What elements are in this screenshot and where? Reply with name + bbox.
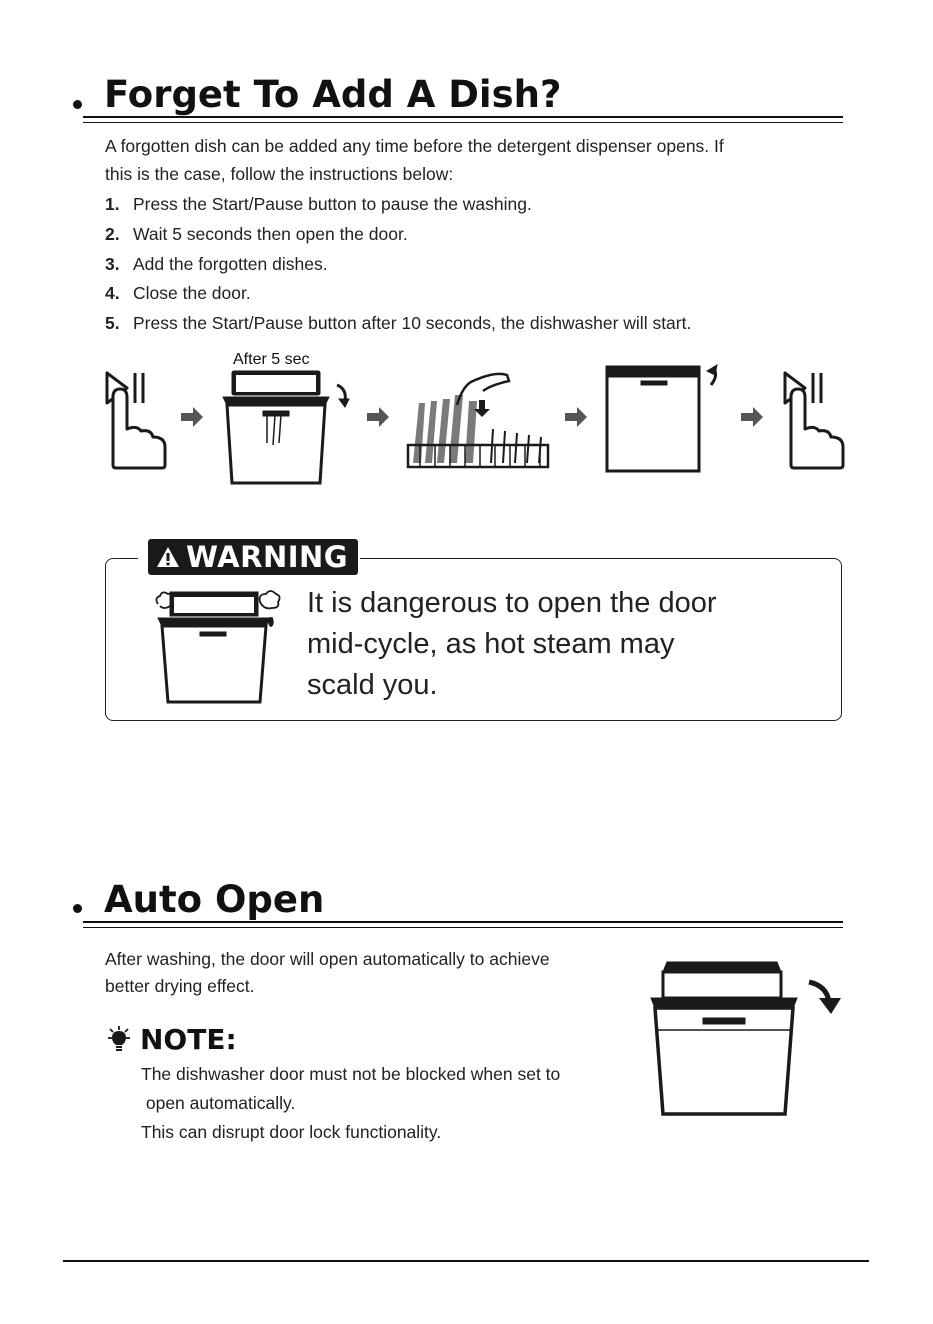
warning-triangle-icon — [156, 546, 180, 568]
warning-line-1: It is dangerous to open the door — [307, 587, 717, 619]
section-rule — [83, 921, 843, 923]
auto-open-dishwasher-illustration — [645, 958, 850, 1120]
section-bullet — [73, 100, 82, 109]
warning-label: WARNING — [186, 540, 349, 574]
step-item — [105, 279, 691, 309]
instruction-steps — [105, 190, 691, 339]
illustration-caption: After 5 sec — [233, 351, 310, 368]
step-number: 3. — [105, 253, 120, 274]
section-rule-thin — [83, 927, 843, 928]
rotate-arrow-icon — [809, 982, 841, 1014]
step-item — [105, 250, 691, 280]
intro-line-2: this is the case, follow the instructions below: — [105, 164, 454, 184]
steam-dishwasher-illustration — [150, 588, 285, 706]
auto-open-line-2: better drying effect. — [105, 976, 255, 996]
right-arrow-icon — [565, 407, 587, 427]
dishwasher-open-door-icon — [158, 592, 270, 702]
warning-line-2: mid-cycle, as hot steam may — [307, 628, 675, 660]
section-title-auto-open: Auto Open — [104, 878, 325, 921]
section-bullet — [73, 904, 82, 913]
note-heading — [106, 1023, 237, 1056]
step-number: 2. — [105, 223, 120, 244]
start-pause-press-icon — [785, 373, 843, 468]
dishwasher-open-door-icon — [223, 351, 349, 483]
right-arrow-icon — [367, 407, 389, 427]
step-text: Close the door. — [133, 283, 251, 304]
lightbulb-icon — [106, 1026, 132, 1054]
right-arrow-icon — [741, 407, 763, 427]
warning-badge — [148, 539, 358, 575]
dish-rack-icon — [408, 374, 548, 467]
section-rule-thin — [83, 122, 843, 123]
section-title-forget-dish: Forget To Add A Dish? — [104, 73, 562, 116]
steps-illustration — [95, 345, 855, 490]
intro-paragraph — [105, 132, 724, 188]
step-item — [105, 220, 691, 250]
note-line: The dishwasher door must not be blocked when set to — [141, 1064, 561, 1084]
note-line: open automatically. — [141, 1093, 296, 1113]
section-rule — [83, 116, 843, 118]
step-number: 4. — [105, 283, 120, 304]
note-line: This can disrupt door lock functionality. — [141, 1122, 442, 1142]
step-text: Add the forgotten dishes. — [133, 253, 328, 274]
step-number: 1. — [105, 194, 120, 214]
intro-line-1: A forgotten dish can be added any time before the detergent dispenser opens. If — [105, 136, 724, 156]
step-text: Press the Start/Pause button to pause the washing. — [133, 194, 532, 214]
warning-line-3: scald you. — [307, 669, 438, 701]
footer-rule — [63, 1260, 869, 1262]
auto-open-line-1: After washing, the door will open automatically to achieve — [105, 949, 550, 969]
auto-open-paragraph — [105, 946, 550, 1000]
dishwasher-closed-door-icon — [607, 365, 717, 471]
step-text: Press the Start/Pause button after 10 seconds, the dishwasher will start. — [133, 313, 692, 334]
step-text: Wait 5 seconds then open the door. — [133, 223, 408, 244]
note-body — [141, 1060, 560, 1147]
step-number: 5. — [105, 313, 120, 334]
step-item — [105, 309, 691, 339]
right-arrow-icon — [181, 407, 203, 427]
warning-text — [307, 583, 807, 706]
note-label: NOTE: — [140, 1023, 237, 1056]
step-item — [105, 190, 691, 220]
start-pause-press-icon — [107, 373, 165, 468]
